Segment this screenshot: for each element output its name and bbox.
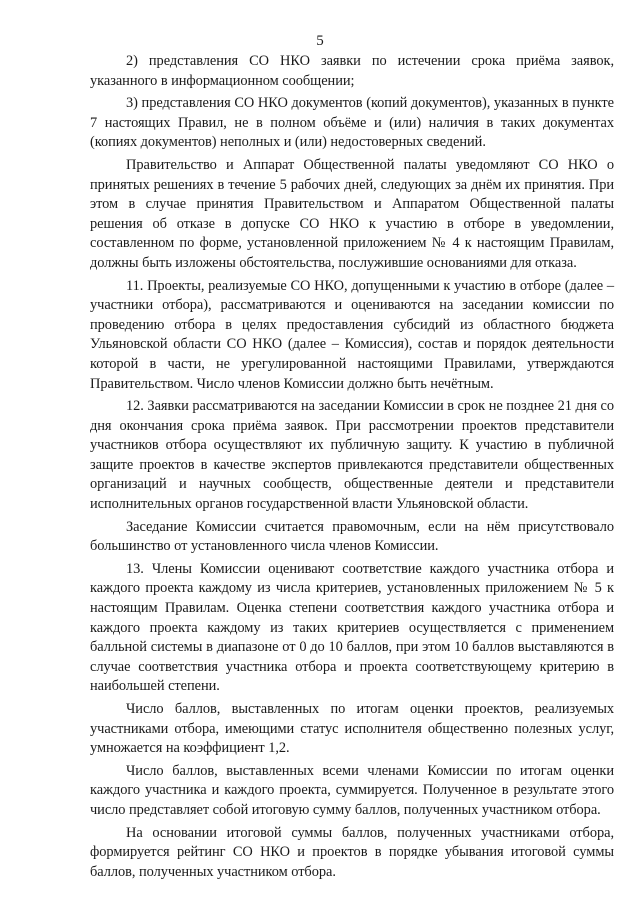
page-number: 5 bbox=[316, 33, 324, 49]
paragraph-total-score: Число баллов, выставленных всеми членами Комиссии по итогам оценки каждого участника и каждого проекта, суммируется. Полученное в результате этого число представляет собой итоговую сумму баллов, полученных участником отбора. bbox=[90, 762, 614, 818]
paragraph-coefficient: Число баллов, выставленных по итогам оценки проектов, реализуемых участниками отбора, имеющими статус исполнителя общественно полезных услуг, умножается на коэффициент 1,2. bbox=[90, 701, 614, 757]
paragraph-quorum: Заседание Комиссии считается правомочным, если на нём присутствовало большинство от установленного числа членов Комиссии. bbox=[90, 518, 614, 555]
paragraph-notification: Правительство и Аппарат Общественной палаты уведомляют СО НКО о принятых решениях в течение 5 рабочих дней, следующих за днём их принятия. При этом в случае принятия Правительством и Аппаратом Общественной палаты решения об отказе в допуске СО НКО к участию в отборе в уведомлении, составленном по форме, установленной приложением № 4 к настоящим Правилам, должны быть изложены обстоятельства, послужившие основаниями для отказа. bbox=[90, 156, 614, 271]
paragraph-clause-2: 2) представления СО НКО заявки по истечении срока приёма заявок, указанного в информационном сообщении; bbox=[90, 53, 614, 89]
paragraph-clause-3: 3) представления СО НКО документов (копий документов), указанных в пункте 7 настоящих Правил, не в полном объёме и (или) наличия в таких документах (копиях документов) неполных и (или) недостоверных сведений. bbox=[90, 95, 614, 151]
paragraph-item-11: 11. Проекты, реализуемые СО НКО, допущенными к участию в отборе (далее – участники отбора), рассматриваются и оцениваются на заседании комиссии по проведению отбора в целях предоставления субсидий из областного бюджета Ульяновской области СО НКО (далее – Комиссия), состав и порядок деятельности которой в части, не урегулированной настоящими Правилами, утверждаются Правительством. Число членов Комиссии должно быть нечётным. bbox=[90, 277, 614, 392]
paragraph-rating: На основании итоговой суммы баллов, полученных участниками отбора, формируется рейтинг СО НКО и проектов в порядке убывания итоговой суммы баллов, полученных участником отбора. bbox=[90, 824, 614, 880]
paragraph-item-12: 12. Заявки рассматриваются на заседании Комиссии в срок не позднее 21 дня со дня окончания срока приёма заявок. При рассмотрении проектов представители участников отбора осуществляют их публичную защиту. К участию в публичной защите проектов в качестве экспертов привлекаются представители общественных организаций и научных сообществ, общественные деятели и представители исполнительных органов государственной власти Ульяновской области. bbox=[90, 398, 614, 513]
document-body bbox=[90, 52, 614, 885]
paragraph-item-13: 13. Члены Комиссии оценивают соответствие каждого участника отбора и каждого проекта каждому из числа критериев, установленных приложением № 5 к настоящим Правилам. Оценка степени соответствия каждого участника отбора и каждого проекта каждому из таких критериев осуществляется с применением балльной системы в диапазоне от 0 до 10 баллов, при этом 10 баллов выставляются в случае соответствия участника отбора и проекта соответствующему критерию в наибольшей степени. bbox=[90, 560, 614, 695]
